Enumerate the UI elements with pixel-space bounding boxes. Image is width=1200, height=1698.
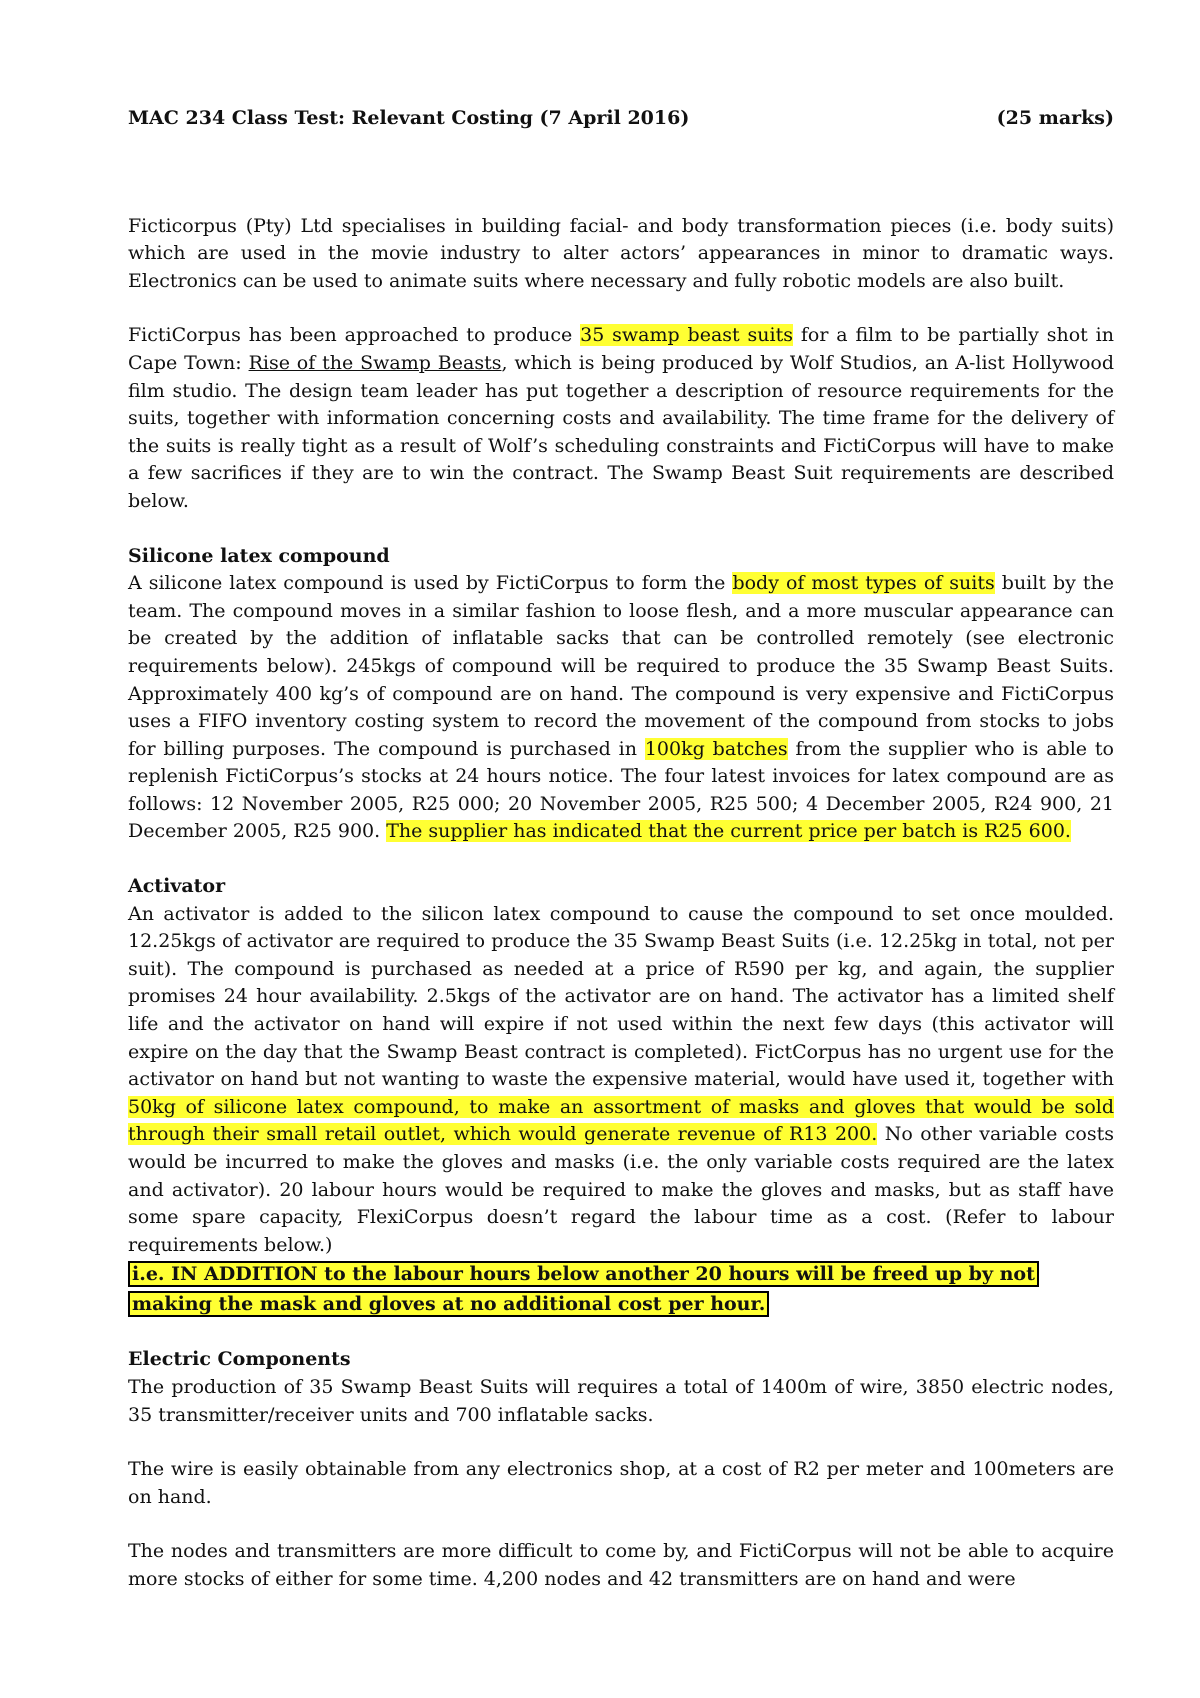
contract-paragraph: FictiCorpus has been approached to produce 35 swamp beast suits for a film to be partially shot in Cape Town: Rise of the Swamp Beasts, which is being produced by Wolf Studios, an A-list Hollywood film studio. The design team leader has put together a description of resource requirements for the suits, together with information concerning costs and availability. The time frame for the delivery of the suits is really tight as a result of Wolf’s scheduling constraints and FictiCorpus will have to make a few sacrifices if they are to win the contract. The Swamp Beast Suit requirements are described below.	[128, 324, 1114, 512]
total-marks: (25 marks)	[996, 107, 1114, 129]
document-header	[128, 105, 1114, 133]
electric-heading: Electric Components	[128, 1348, 351, 1371]
silicone-paragraph: A silicone latex compound is used by FictiCorpus to form the body of most types of suits built by the team. The compound moves in a similar fashion to loose flesh, and a more muscular appearance can be created by the addition of inflatable sacks that can be controlled remotely (see electronic requirements below). 245kgs of compound will be required to produce the 35 Swamp Beast Suits. Approximately 400 kg’s of compound are on hand. The compound is very expensive and FictiCorpus uses a FIFO inventory costing system to record the movement of the compound from stocks to jobs for billing purposes. The compound is purchased in 100kg batches from the supplier who is able to replenish FictiCorpus’s stocks at 24 hours notice. The four latest invoices for latex compound are as follows: 12 November 2005, R25 000; 20 November 2005, R25 500; 4 December 2005, R24 900, 21 December 2005, R25 900. The supplier has indicated that the current price per batch is R25 600.	[128, 572, 1115, 843]
electric-paragraph-3: The nodes and transmitters are more difficult to come by, and FictiCorpus will not be able to acquire more stocks of either for some time. 4,200 nodes and 42 transmitters are on hand and were	[128, 1540, 1114, 1590]
electric-paragraph-2: The wire is easily obtainable from any electronics shop, at a cost of R2 per meter and 100meters are on hand.	[128, 1458, 1114, 1508]
highlight-batches: 100kg batches	[644, 737, 788, 760]
highlight-body-suits: body of most types of suits	[732, 572, 995, 595]
electric-paragraph-1: The production of 35 Swamp Beast Suits will requires a total of 1400m of wire, 3850 electric nodes, 35 transmitter/receiver units and 700 inflatable sacks.	[128, 1375, 1114, 1426]
highlight-masks-gloves: 50kg of silicone latex compound, to make an assortment of masks and gloves that would be sold through their small retail outlet, which would generate revenue of R13 200.	[128, 1095, 1114, 1146]
activator-heading: Activator	[128, 875, 226, 898]
film-title: Rise of the Swamp Beasts	[248, 351, 502, 374]
activator-paragraph: An activator is added to the silicon latex compound to cause the compound to set once moulded. 12.25kgs of activator are required to produce the 35 Swamp Beast Suits (i.e. 12.25kg in total, not per suit). The compound is purchased as needed at a price of R590 per kg, and again, the supplier promises 24 hour availability. 2.5kgs of the activator are on hand. The activator has a limited shelf life and the activator on hand will expire if not used within the next few days (this activator will expire on the day that the Swamp Beast contract is completed). FictCorpus has no urgent use for the activator on hand but not wanting to waste the expensive material, would have used it, together with 50kg of silicone latex compound, to make an assortment of masks and gloves that would be sold through their small retail outlet, which would generate revenue of R13 200. No other variable costs would be incurred to make the gloves and masks (i.e. the only variable costs required are the latex and activator). 20 labour hours would be required to make the gloves and masks, but as staff have some spare capacity, FlexiCorpus doesn’t regard the labour time as a cost. (Refer to labour requirements below.)	[128, 902, 1114, 1256]
test-title: MAC 234 Class Test: Relevant Costing (7 April 2016)	[128, 107, 690, 129]
silicone-heading: Silicone latex compound	[128, 544, 390, 567]
labour-note	[128, 1259, 1114, 1319]
highlight-suits: 35 swamp beast suits	[580, 324, 793, 347]
highlight-current-price: The supplier has indicated that the current price per batch is R25 600.	[386, 820, 1071, 843]
document-page	[128, 105, 1114, 1621]
intro-paragraph: Ficticorpus (Pty) Ltd specialises in building facial- and body transformation pieces (i.e. body suits) which are used in the movie industry to alter actors’ appearances in minor to dramatic ways. Electronics can be used to animate suits where necessary and fully robotic models are also built.	[128, 214, 1114, 292]
boxed-highlight-note: i.e. IN ADDITION to the labour hours below another 20 hours will be freed up by not making the mask and gloves at no additional cost per hour.	[128, 1261, 1039, 1317]
